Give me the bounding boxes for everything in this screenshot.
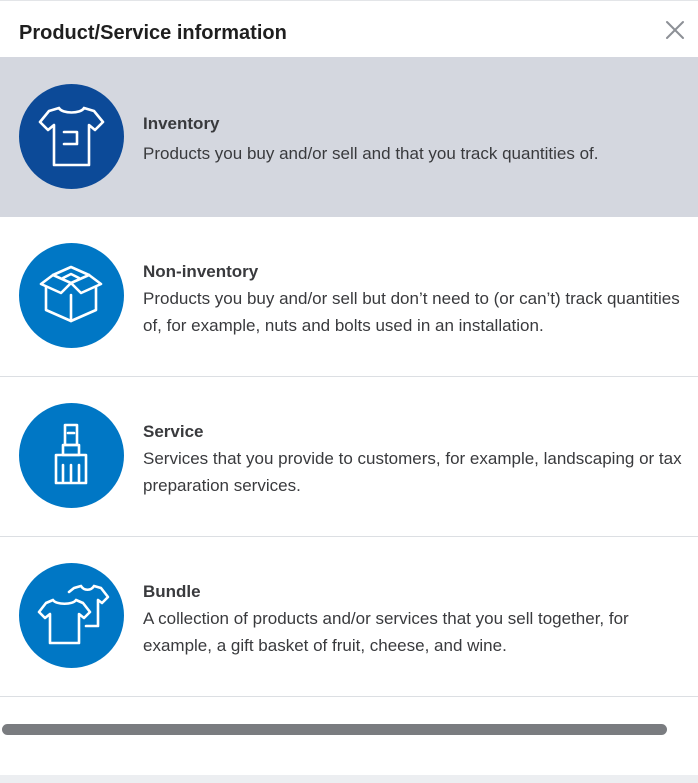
horizontal-scroll-area bbox=[0, 697, 698, 773]
item-service[interactable] bbox=[0, 377, 698, 537]
item-description: Services that you provide to customers, for example, landscaping or tax preparation services. bbox=[143, 449, 682, 495]
close-icon[interactable] bbox=[662, 17, 688, 43]
tshirt-icon bbox=[19, 84, 124, 189]
item-title: Bundle bbox=[143, 582, 201, 601]
item-description: Products you buy and/or sell and that you track quantities of. bbox=[143, 144, 599, 163]
panel-header bbox=[0, 1, 698, 57]
item-title: Non-inventory bbox=[143, 262, 259, 281]
paintbrush-icon bbox=[19, 403, 124, 508]
item-inventory[interactable] bbox=[0, 57, 698, 217]
open-box-icon bbox=[19, 243, 124, 348]
item-title: Inventory bbox=[143, 114, 220, 133]
bundle-shirts-icon bbox=[19, 563, 124, 668]
item-non-inventory[interactable] bbox=[0, 217, 698, 377]
item-description: Products you buy and/or sell but don’t need to (or can’t) track quantities of, for example, nuts and bolts used in an installation. bbox=[143, 289, 680, 335]
footer-divider bbox=[0, 775, 698, 783]
item-description: A collection of products and/or services that you sell together, for example, a gift basket of fruit, cheese, and wine. bbox=[143, 609, 629, 655]
item-title: Service bbox=[143, 422, 204, 441]
panel-title: Product/Service information bbox=[19, 22, 287, 44]
item-bundle[interactable] bbox=[0, 537, 698, 697]
horizontal-scrollbar[interactable] bbox=[2, 724, 667, 735]
